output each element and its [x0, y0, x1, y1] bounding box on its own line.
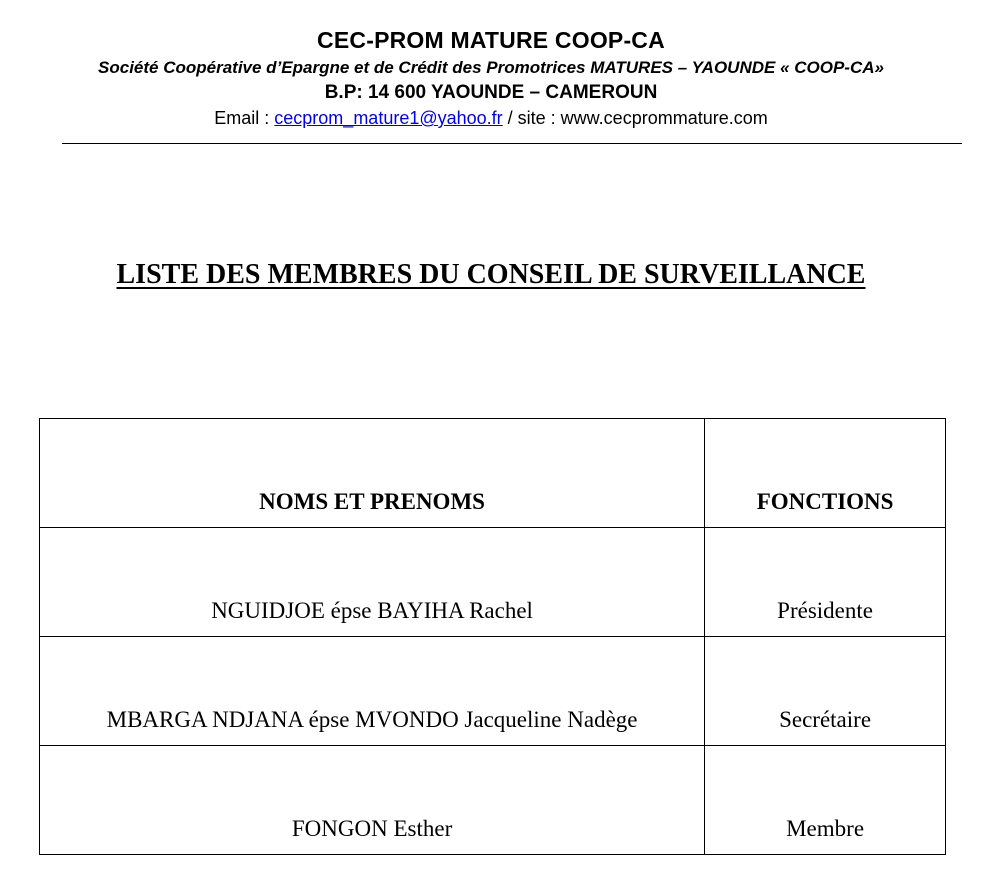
member-name: MBARGA NDJANA épse MVONDO Jacqueline Nadège — [40, 637, 705, 746]
table-row — [40, 637, 946, 746]
member-function: Membre — [705, 746, 946, 855]
table-row — [40, 528, 946, 637]
organization-name: CEC-PROM MATURE COOP-CA — [317, 27, 665, 53]
members-table — [39, 418, 946, 855]
email-link[interactable]: cecprom_mature1@yahoo.fr — [274, 108, 503, 128]
document-title: LISTE DES MEMBRES DU CONSEIL DE SURVEILLANCE — [116, 259, 866, 290]
member-function: Secrétaire — [705, 637, 946, 746]
organization-address: B.P: 14 600 YAOUNDE – CAMEROUN — [324, 82, 658, 103]
table-row — [40, 746, 946, 855]
email-label: Email : — [214, 108, 275, 128]
organization-contact — [0, 106, 982, 130]
member-name: NGUIDJOE épse BAYIHA Rachel — [40, 528, 705, 637]
website-text: / site : www.cecprommature.com — [502, 108, 768, 128]
column-header-function: FONCTIONS — [705, 419, 946, 528]
member-name: FONGON Esther — [40, 746, 705, 855]
header-divider — [62, 143, 962, 144]
column-header-name: NOMS ET PRENOMS — [40, 419, 705, 528]
table-header-row — [40, 419, 946, 528]
organization-subtitle: Société Coopérative d’Epargne et de Crédit des Promotrices MATURES – YAOUNDE « COOP-CA» — [98, 58, 884, 77]
member-function: Présidente — [705, 528, 946, 637]
